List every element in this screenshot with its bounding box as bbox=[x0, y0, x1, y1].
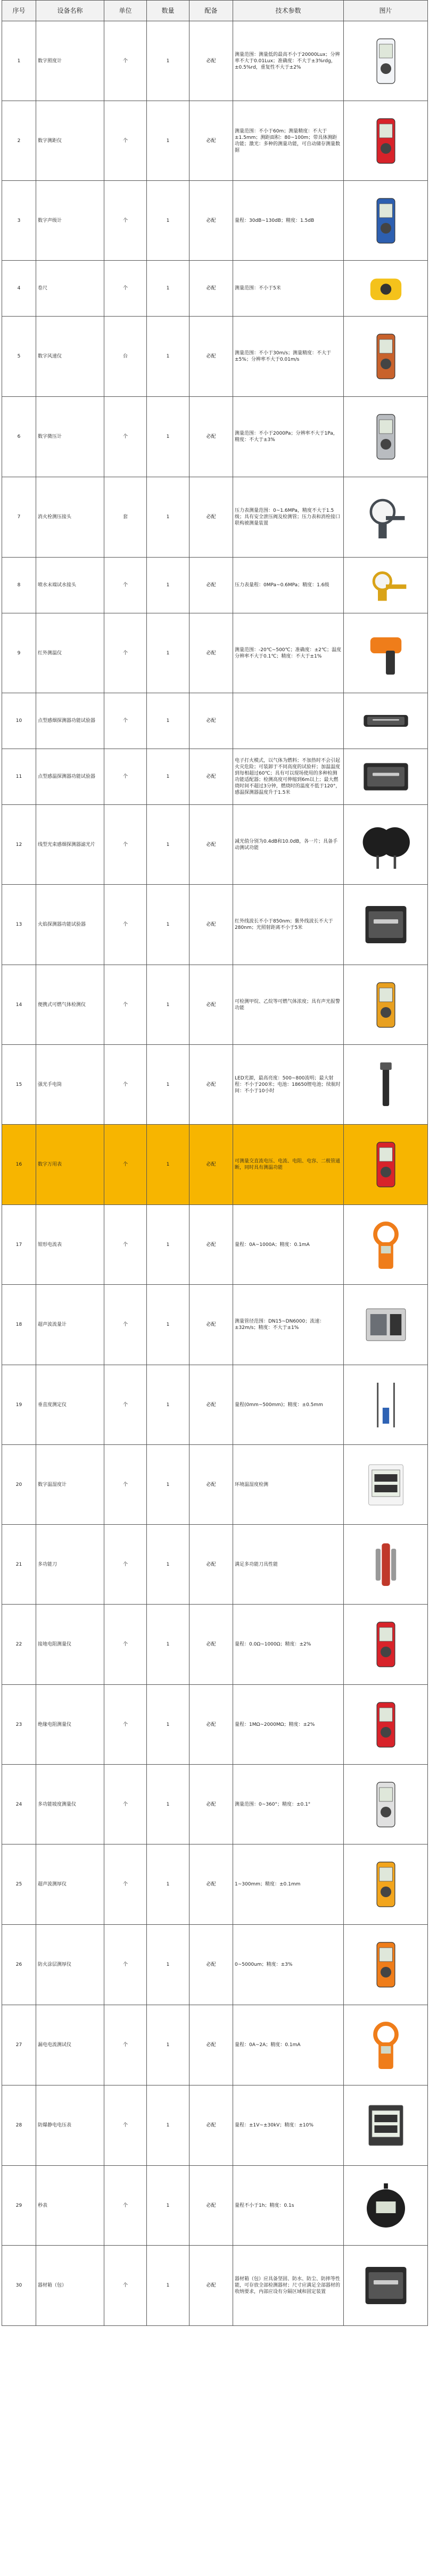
row-no: 28 bbox=[2, 2085, 36, 2166]
row-no: 6 bbox=[2, 397, 36, 477]
table-row bbox=[2, 2085, 428, 2166]
row-image bbox=[344, 2005, 428, 2085]
header-image: 图片 bbox=[344, 1, 428, 21]
row-qty: 1 bbox=[147, 558, 189, 613]
row-equip: 必配 bbox=[189, 1365, 233, 1445]
row-no: 20 bbox=[2, 1445, 36, 1525]
row-image bbox=[344, 1605, 428, 1685]
row-spec: 量程不小于1h；精度：0.1s bbox=[233, 2166, 344, 2246]
row-device-name: 多功能坡度测量仪 bbox=[36, 1765, 104, 1844]
table-row bbox=[2, 261, 428, 317]
row-image bbox=[344, 693, 428, 749]
row-device-name: 绝缘电阻测量仪 bbox=[36, 1685, 104, 1765]
row-image bbox=[344, 1925, 428, 2005]
row-qty: 1 bbox=[147, 1925, 189, 2005]
row-equip: 必配 bbox=[189, 2085, 233, 2166]
row-device-name: 喷水末端试水接头 bbox=[36, 558, 104, 613]
row-device-name: 接地电阻测量仪 bbox=[36, 1605, 104, 1685]
row-equip: 必配 bbox=[189, 21, 233, 101]
row-device-name: 数字照度计 bbox=[36, 21, 104, 101]
row-unit: 个 bbox=[104, 885, 147, 965]
table-row bbox=[2, 693, 428, 749]
row-unit: 个 bbox=[104, 2246, 147, 2326]
row-qty: 1 bbox=[147, 1045, 189, 1125]
row-image bbox=[344, 1125, 428, 1205]
row-no: 4 bbox=[2, 261, 36, 317]
row-image bbox=[344, 21, 428, 101]
row-no: 16 bbox=[2, 1125, 36, 1205]
row-no: 29 bbox=[2, 2166, 36, 2246]
row-equip: 必配 bbox=[189, 613, 233, 693]
row-equip: 必配 bbox=[189, 1605, 233, 1685]
heat-detector-tester-icon bbox=[359, 750, 412, 803]
row-qty: 1 bbox=[147, 885, 189, 965]
anemometer-icon bbox=[359, 330, 412, 383]
row-no: 18 bbox=[2, 1285, 36, 1365]
row-no: 10 bbox=[2, 693, 36, 749]
row-qty: 1 bbox=[147, 965, 189, 1045]
row-equip: 必配 bbox=[189, 885, 233, 965]
row-no: 5 bbox=[2, 317, 36, 397]
row-unit: 个 bbox=[104, 1844, 147, 1925]
thickness-gauge-icon bbox=[359, 1858, 412, 1911]
row-spec: 量程：30dB~130dB；精度：1.5dB bbox=[233, 181, 344, 261]
table-row bbox=[2, 749, 428, 805]
row-unit: 个 bbox=[104, 1445, 147, 1525]
row-spec: 量程：0.0Ω~1000Ω；精度：±2% bbox=[233, 1605, 344, 1685]
row-no: 27 bbox=[2, 2005, 36, 2085]
row-equip: 必配 bbox=[189, 558, 233, 613]
table-row bbox=[2, 317, 428, 397]
row-equip: 必配 bbox=[189, 1205, 233, 1285]
row-equip: 必配 bbox=[189, 317, 233, 397]
table-body bbox=[2, 21, 428, 2326]
table-row bbox=[2, 885, 428, 965]
row-image bbox=[344, 261, 428, 317]
row-qty: 1 bbox=[147, 2246, 189, 2326]
row-spec: 压力表测量范围：0~1.6MPa，精度不大于1.5级；具有安全泄压阀及检测管；压力表和消栓接口联构被测量装置 bbox=[233, 477, 344, 558]
row-qty: 1 bbox=[147, 1285, 189, 1365]
row-qty: 1 bbox=[147, 317, 189, 397]
row-no: 15 bbox=[2, 1045, 36, 1125]
row-unit: 个 bbox=[104, 805, 147, 885]
row-device-name: 垂直度测定仪 bbox=[36, 1365, 104, 1445]
row-equip: 必配 bbox=[189, 2166, 233, 2246]
row-qty: 1 bbox=[147, 181, 189, 261]
row-spec: 量程：1MΩ~2000MΩ；精度：±2% bbox=[233, 1685, 344, 1765]
row-unit: 个 bbox=[104, 749, 147, 805]
row-spec: 可检测甲烷、乙烷等可燃气体浓度；具有声光报警功能 bbox=[233, 965, 344, 1045]
row-qty: 1 bbox=[147, 1365, 189, 1445]
table-row bbox=[2, 1365, 428, 1445]
row-no: 17 bbox=[2, 1205, 36, 1285]
row-spec: 测量范围：-20℃~500℃；准确度：±2℃；温度分辨率不大于0.1℃；精度：不大于±1% bbox=[233, 613, 344, 693]
row-spec bbox=[233, 693, 344, 749]
row-device-name: 卷尺 bbox=[36, 261, 104, 317]
thermo-hygrometer-icon bbox=[359, 1458, 412, 1511]
row-device-name: 超声波流量计 bbox=[36, 1285, 104, 1365]
row-qty: 1 bbox=[147, 21, 189, 101]
row-no: 12 bbox=[2, 805, 36, 885]
row-equip: 必配 bbox=[189, 1765, 233, 1844]
table-row bbox=[2, 1205, 428, 1285]
inclinometer-icon bbox=[359, 1778, 412, 1831]
row-image bbox=[344, 1045, 428, 1125]
insulation-tester-icon bbox=[359, 1698, 412, 1751]
sound-level-meter-icon bbox=[359, 194, 412, 247]
table-row bbox=[2, 1525, 428, 1605]
row-device-name: 强光手电筒 bbox=[36, 1045, 104, 1125]
row-image bbox=[344, 1285, 428, 1365]
row-equip: 必配 bbox=[189, 2005, 233, 2085]
row-spec: LED光源，最高亮度：500~800流明；最大射程：不小于200米；电池：18650锂电池；续航时间：不小于10小时 bbox=[233, 1045, 344, 1125]
row-no: 14 bbox=[2, 965, 36, 1045]
row-equip: 必配 bbox=[189, 693, 233, 749]
row-unit: 个 bbox=[104, 558, 147, 613]
row-device-name: 超声波测厚仪 bbox=[36, 1844, 104, 1925]
row-qty: 1 bbox=[147, 613, 189, 693]
row-unit: 个 bbox=[104, 965, 147, 1045]
row-image bbox=[344, 397, 428, 477]
row-spec: 压力表量程：0MPa~0.6MPa；精度：1.6级 bbox=[233, 558, 344, 613]
row-no: 1 bbox=[2, 21, 36, 101]
row-qty: 1 bbox=[147, 101, 189, 181]
row-qty: 1 bbox=[147, 1445, 189, 1525]
header-qty: 数量 bbox=[147, 1, 189, 21]
row-no: 7 bbox=[2, 477, 36, 558]
row-qty: 1 bbox=[147, 2166, 189, 2246]
row-unit: 台 bbox=[104, 317, 147, 397]
row-qty: 1 bbox=[147, 397, 189, 477]
row-equip: 必配 bbox=[189, 261, 233, 317]
row-device-name: 便携式可燃气体检测仪 bbox=[36, 965, 104, 1045]
header-equip: 配备 bbox=[189, 1, 233, 21]
row-image bbox=[344, 558, 428, 613]
equipment-table bbox=[2, 0, 428, 2326]
row-image bbox=[344, 317, 428, 397]
row-image bbox=[344, 2166, 428, 2246]
row-no: 23 bbox=[2, 1685, 36, 1765]
row-device-name: 消火栓测压接头 bbox=[36, 477, 104, 558]
electrostatic-voltmeter-icon bbox=[359, 2099, 412, 2152]
row-equip: 必配 bbox=[189, 397, 233, 477]
row-equip: 必配 bbox=[189, 1285, 233, 1365]
table-row bbox=[2, 613, 428, 693]
row-no: 26 bbox=[2, 1925, 36, 2005]
row-spec: 测量范围：不小于2000Pa；分辨率不大于1Pa，精度：不大于±3% bbox=[233, 397, 344, 477]
row-no: 19 bbox=[2, 1365, 36, 1445]
row-image bbox=[344, 1205, 428, 1285]
table-row bbox=[2, 805, 428, 885]
clamp-meter-icon bbox=[359, 1218, 412, 1272]
row-spec: 测量范围：测量低的最高不小于20000Lux；分辨率不大于0.01Lux；准确度：不大于±3%rdg，±0.5%rd，重复性不大于±2% bbox=[233, 21, 344, 101]
coating-thickness-gauge-icon bbox=[359, 1938, 412, 1991]
light-meter-icon bbox=[359, 35, 412, 88]
row-image bbox=[344, 965, 428, 1045]
table-row bbox=[2, 1045, 428, 1125]
row-qty: 1 bbox=[147, 1205, 189, 1285]
row-unit: 个 bbox=[104, 1285, 147, 1365]
row-spec: 电子打火模式，以气体为燃料；不加热时不会引起火灾危险；可装卸于不同高度的试验杆；加温温度到每相超过60℃；具有可以现场使用的多种检测功能适配器；检测高度可伸缩到6m以上；最大燃烧时间不超过3分钟，燃烧时的温度不低于120°，感温探测器温度升于1.5米 bbox=[233, 749, 344, 805]
row-unit: 个 bbox=[104, 1525, 147, 1605]
table-row bbox=[2, 558, 428, 613]
row-no: 30 bbox=[2, 2246, 36, 2326]
row-qty: 1 bbox=[147, 693, 189, 749]
row-equip: 必配 bbox=[189, 805, 233, 885]
row-image bbox=[344, 2085, 428, 2166]
table-row bbox=[2, 965, 428, 1045]
multi-tool-icon bbox=[359, 1538, 412, 1591]
row-equip: 必配 bbox=[189, 2246, 233, 2326]
row-equip: 必配 bbox=[189, 477, 233, 558]
row-unit: 个 bbox=[104, 1925, 147, 2005]
row-equip: 必配 bbox=[189, 1525, 233, 1605]
row-image bbox=[344, 181, 428, 261]
row-qty: 1 bbox=[147, 261, 189, 317]
table-row bbox=[2, 477, 428, 558]
row-equip: 必配 bbox=[189, 101, 233, 181]
leakage-current-clamp-icon bbox=[359, 2018, 412, 2072]
row-device-name: 数字声级计 bbox=[36, 181, 104, 261]
row-device-name: 线型光束感烟探测器滤光片 bbox=[36, 805, 104, 885]
row-device-name: 火焰探测器功能试验器 bbox=[36, 885, 104, 965]
row-image bbox=[344, 1365, 428, 1445]
table-row bbox=[2, 2246, 428, 2326]
row-unit: 个 bbox=[104, 613, 147, 693]
header-unit: 单位 bbox=[104, 1, 147, 21]
row-image bbox=[344, 1525, 428, 1605]
optical-filter-icon bbox=[359, 818, 412, 871]
infrared-thermometer-icon bbox=[359, 627, 412, 680]
row-no: 9 bbox=[2, 613, 36, 693]
stopwatch-icon bbox=[359, 2179, 412, 2232]
row-unit: 个 bbox=[104, 693, 147, 749]
row-no: 2 bbox=[2, 101, 36, 181]
table-row bbox=[2, 181, 428, 261]
row-unit: 个 bbox=[104, 2085, 147, 2166]
table-row bbox=[2, 2166, 428, 2246]
header-spec: 技术参数 bbox=[233, 1, 344, 21]
row-image bbox=[344, 749, 428, 805]
row-qty: 1 bbox=[147, 1685, 189, 1765]
header-name: 设备名称 bbox=[36, 1, 104, 21]
row-spec: 1~300mm；精度：±0.1mm bbox=[233, 1844, 344, 1925]
table-row bbox=[2, 1445, 428, 1525]
row-no: 13 bbox=[2, 885, 36, 965]
row-device-name: 点型感烟探测器功能试验器 bbox=[36, 693, 104, 749]
gas-detector-icon bbox=[359, 978, 412, 1032]
row-image bbox=[344, 1844, 428, 1925]
row-device-name: 秒表 bbox=[36, 2166, 104, 2246]
table-row bbox=[2, 2005, 428, 2085]
row-no: 24 bbox=[2, 1765, 36, 1844]
row-unit: 个 bbox=[104, 1045, 147, 1125]
row-device-name: 漏电电流测试仪 bbox=[36, 2005, 104, 2085]
row-device-name: 数字测距仪 bbox=[36, 101, 104, 181]
row-spec: 测量管径范围：DN15~DN6000；流速：±32m/s；精度：不大于±1% bbox=[233, 1285, 344, 1365]
table-row bbox=[2, 1605, 428, 1685]
row-device-name: 点型感温探测器功能试验器 bbox=[36, 749, 104, 805]
row-image bbox=[344, 1685, 428, 1765]
row-device-name: 器材箱（包） bbox=[36, 2246, 104, 2326]
table-row bbox=[2, 1685, 428, 1765]
row-equip: 必配 bbox=[189, 1045, 233, 1125]
row-unit: 个 bbox=[104, 2005, 147, 2085]
flame-detector-tester-icon bbox=[359, 898, 412, 951]
row-qty: 1 bbox=[147, 1605, 189, 1685]
smoke-detector-tester-icon bbox=[359, 694, 412, 747]
row-device-name: 防爆静电电压表 bbox=[36, 2085, 104, 2166]
table-row bbox=[2, 1925, 428, 2005]
row-unit: 个 bbox=[104, 1685, 147, 1765]
tape-measure-icon bbox=[359, 262, 412, 315]
row-equip: 必配 bbox=[189, 965, 233, 1045]
hydrant-pressure-gauge-icon bbox=[359, 491, 412, 544]
table-row bbox=[2, 21, 428, 101]
row-unit: 个 bbox=[104, 1365, 147, 1445]
row-spec: 量程：±1V~±30kV；精度：±10% bbox=[233, 2085, 344, 2166]
row-image bbox=[344, 805, 428, 885]
row-spec: 测量范围：不小于60m；测量精度：不大于±1.5mm；测距面积：80~100m；带具体测距功能；激光：多种的测量功能，可自动储存测量数据 bbox=[233, 101, 344, 181]
row-qty: 1 bbox=[147, 2005, 189, 2085]
verticality-tester-icon bbox=[359, 1378, 412, 1432]
row-spec: 减光值分别为0.4dB和10.0dB，各一片；具备手动测试功能 bbox=[233, 805, 344, 885]
table-row bbox=[2, 1844, 428, 1925]
row-image bbox=[344, 2246, 428, 2326]
equipment-case-icon bbox=[359, 2259, 412, 2312]
row-unit: 个 bbox=[104, 1205, 147, 1285]
row-device-name: 红外测温仪 bbox=[36, 613, 104, 693]
row-equip: 必配 bbox=[189, 1445, 233, 1525]
row-spec: 量程：0A~1000A；精度：0.1mA bbox=[233, 1205, 344, 1285]
header-no: 序号 bbox=[2, 1, 36, 21]
row-qty: 1 bbox=[147, 1765, 189, 1844]
row-image bbox=[344, 1445, 428, 1525]
row-qty: 1 bbox=[147, 1525, 189, 1605]
row-spec: 测量范围：0~360°；精度：±0.1° bbox=[233, 1765, 344, 1844]
table-row bbox=[2, 101, 428, 181]
row-spec: 量程(0mm~500mm)；精度：±0.5mm bbox=[233, 1365, 344, 1445]
row-equip: 必配 bbox=[189, 181, 233, 261]
table-row bbox=[2, 1285, 428, 1365]
row-unit: 个 bbox=[104, 181, 147, 261]
row-image bbox=[344, 1765, 428, 1844]
digital-multimeter-icon bbox=[359, 1138, 412, 1191]
row-device-name: 数字万用表 bbox=[36, 1125, 104, 1205]
row-unit: 个 bbox=[104, 1605, 147, 1685]
row-qty: 1 bbox=[147, 477, 189, 558]
row-device-name: 多功能刀 bbox=[36, 1525, 104, 1605]
row-spec: 量程：0A~2A；精度：0.1mA bbox=[233, 2005, 344, 2085]
laser-rangefinder-icon bbox=[359, 114, 412, 168]
row-no: 25 bbox=[2, 1844, 36, 1925]
row-no: 21 bbox=[2, 1525, 36, 1605]
row-equip: 必配 bbox=[189, 1685, 233, 1765]
sprinkler-test-connector-icon bbox=[359, 559, 412, 612]
row-spec: 满足多功能刀具性能 bbox=[233, 1525, 344, 1605]
row-equip: 必配 bbox=[189, 1844, 233, 1925]
row-unit: 个 bbox=[104, 1765, 147, 1844]
table-row bbox=[2, 1765, 428, 1844]
row-image bbox=[344, 885, 428, 965]
row-spec: 环境温湿度检测 bbox=[233, 1445, 344, 1525]
row-spec: 测量范围：不小于30m/s；测量精度：不大于±5%；分辨率不大于0.01m/s bbox=[233, 317, 344, 397]
micro-manometer-icon bbox=[359, 410, 412, 463]
row-spec: 可测量交直流电压、电流、电阻、电容、二极管通断，同时具有测温功能 bbox=[233, 1125, 344, 1205]
row-image bbox=[344, 613, 428, 693]
row-equip: 必配 bbox=[189, 749, 233, 805]
row-unit: 个 bbox=[104, 2166, 147, 2246]
row-qty: 1 bbox=[147, 2085, 189, 2166]
ultrasonic-flowmeter-icon bbox=[359, 1298, 412, 1351]
row-image bbox=[344, 477, 428, 558]
row-qty: 1 bbox=[147, 749, 189, 805]
row-device-name: 数字微压计 bbox=[36, 397, 104, 477]
row-device-name: 防火涂层测厚仪 bbox=[36, 1925, 104, 2005]
row-image bbox=[344, 101, 428, 181]
row-spec: 0~5000um；精度：±3% bbox=[233, 1925, 344, 2005]
row-spec: 测量范围：不小于5米 bbox=[233, 261, 344, 317]
row-qty: 1 bbox=[147, 1844, 189, 1925]
row-unit: 套 bbox=[104, 477, 147, 558]
row-spec: 红外线波长不小于850nm；紫外线波长不大于280nm；光照射距离不小于5米 bbox=[233, 885, 344, 965]
row-no: 11 bbox=[2, 749, 36, 805]
row-qty: 1 bbox=[147, 1125, 189, 1205]
row-unit: 个 bbox=[104, 101, 147, 181]
row-equip: 必配 bbox=[189, 1925, 233, 2005]
row-no: 22 bbox=[2, 1605, 36, 1685]
row-spec: 器材箱（包）应具备坚固、防水、防尘、防摔等性能，可存放全部检测器材；尺寸应满足全部器材的收纳要求，内部应设有分隔区域和固定装置 bbox=[233, 2246, 344, 2326]
row-device-name: 数字温湿度计 bbox=[36, 1445, 104, 1525]
row-no: 8 bbox=[2, 558, 36, 613]
flashlight-icon bbox=[359, 1058, 412, 1111]
table-header-row bbox=[2, 1, 428, 21]
row-qty: 1 bbox=[147, 805, 189, 885]
row-unit: 个 bbox=[104, 21, 147, 101]
row-equip: 必配 bbox=[189, 1125, 233, 1205]
row-device-name: 数字风速仪 bbox=[36, 317, 104, 397]
row-no: 3 bbox=[2, 181, 36, 261]
row-unit: 个 bbox=[104, 261, 147, 317]
table-row bbox=[2, 397, 428, 477]
earth-resistance-tester-icon bbox=[359, 1618, 412, 1671]
row-unit: 个 bbox=[104, 397, 147, 477]
row-unit: 个 bbox=[104, 1125, 147, 1205]
table-row bbox=[2, 1125, 428, 1205]
row-device-name: 钳形电流表 bbox=[36, 1205, 104, 1285]
